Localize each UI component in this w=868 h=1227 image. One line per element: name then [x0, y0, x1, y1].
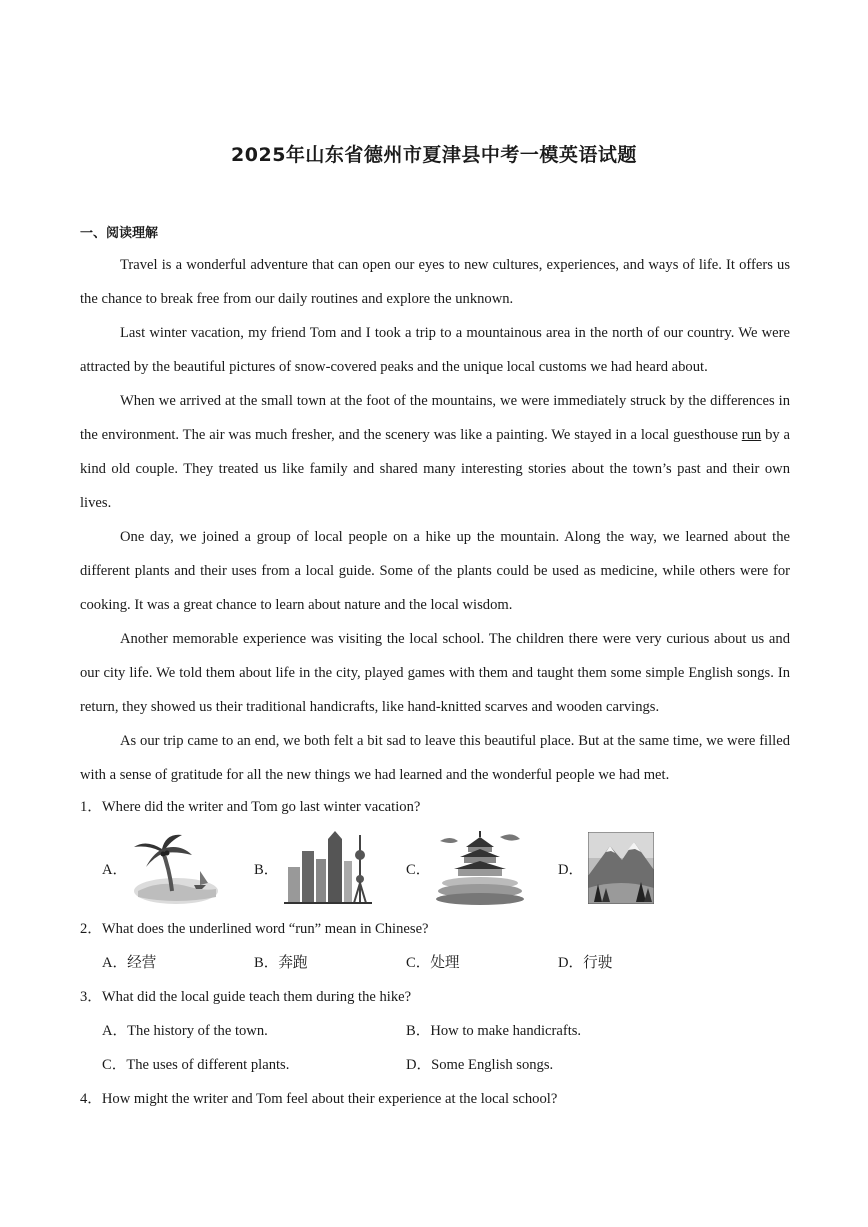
question-2-option-b[interactable]: B．奔跑 — [254, 955, 308, 971]
question-3-option-c[interactable]: C．The uses of different plants. — [102, 1057, 290, 1073]
question-2-option-a[interactable]: A．经营 — [102, 955, 157, 971]
question-1-option-b[interactable] — [254, 831, 406, 905]
temple-of-heaven-icon — [436, 831, 524, 905]
question-4-stem: 4．How might the writer and Tom feel about their experience at the local school? — [80, 1091, 558, 1107]
question-list — [80, 790, 790, 1116]
passage-paragraph-1: Travel is a wonderful adventure that can open our eyes to new cultures, experiences, and ways of life. It offers us the chance to break free from our daily routines and explore the unknown. — [80, 257, 790, 307]
question-3-stem: 3．What did the local guide teach them during the hike? — [80, 989, 412, 1005]
question-2-option-d[interactable]: D．行驶 — [558, 955, 613, 971]
snowy-mountain-icon — [588, 832, 654, 904]
question-3-option-b[interactable]: B．How to make handicrafts. — [406, 1023, 582, 1039]
question-3-options-row-2 — [80, 1048, 790, 1082]
question-3-options-row-1 — [80, 1014, 790, 1048]
question-2-options — [80, 946, 790, 980]
option-letter: C． — [406, 861, 431, 878]
passage-text: by a kind old couple. They treated us like family and shared many interesting stories about the town’s past and their own lives. — [80, 427, 790, 511]
option-letter: B． — [254, 861, 279, 878]
palm-beach-icon — [132, 831, 220, 905]
page-title: 2025年山东省德州市夏津县中考一模英语试题 — [231, 144, 637, 166]
reading-passage — [80, 248, 790, 792]
question-3-option-d[interactable]: D．Some English songs. — [406, 1057, 554, 1073]
passage-paragraph-2: Last winter vacation, my friend Tom and I took a trip to a mountainous area in the north of our country. We were attracted by the beautiful pictures of snow-covered peaks and the unique local customs we had heard about. — [80, 325, 790, 375]
question-3-option-a[interactable]: A．The history of the town. — [102, 1023, 268, 1039]
option-letter: D． — [558, 861, 584, 878]
question-1-stem: 1．Where did the writer and Tom go last winter vacation? — [80, 799, 421, 815]
passage-paragraph-5: Another memorable experience was visiting the local school. The children there were very curious about us and our city life. We told them about life in the city, played games with them and taught them some simple English songs. In return, they showed us their traditional handicrafts, like hand-knitted scarves and wooden carvings. — [80, 631, 790, 715]
passage-paragraph-4: One day, we joined a group of local people on a hike up the mountain. Along the way, we learned about the different plants and their uses from a local guide. Some of the plants could be used as medicine, while others were for cooking. It was a great chance to learn about nature and the local wisdom. — [80, 529, 790, 613]
question-1-option-c[interactable] — [406, 831, 558, 905]
passage-paragraph-3 — [80, 384, 790, 520]
section-heading: 一、阅读理解 — [80, 226, 159, 241]
question-2-option-c[interactable]: C．处理 — [406, 955, 460, 971]
passage-paragraph-6: As our trip came to an end, we both felt a bit sad to leave this beautiful place. But at the same time, we were filled with a sense of gratitude for all the new things we had learned and the wonderful people we had met. — [80, 733, 790, 783]
question-1-options — [80, 824, 790, 912]
option-letter: A． — [102, 861, 128, 878]
underlined-word-run: run — [741, 427, 762, 443]
question-1-option-d[interactable] — [558, 832, 710, 904]
city-skyline-icon — [284, 831, 372, 905]
passage-text: When we arrived at the small town at the foot of the mountains, we were immediately struck by the differences in the environment. The air was much fresher, and the scenery was like a painting. We stayed in a local guesthouse — [80, 393, 790, 443]
question-2-stem: 2．What does the underlined word “run” mean in Chinese? — [80, 921, 429, 937]
question-1-option-a[interactable] — [102, 831, 254, 905]
